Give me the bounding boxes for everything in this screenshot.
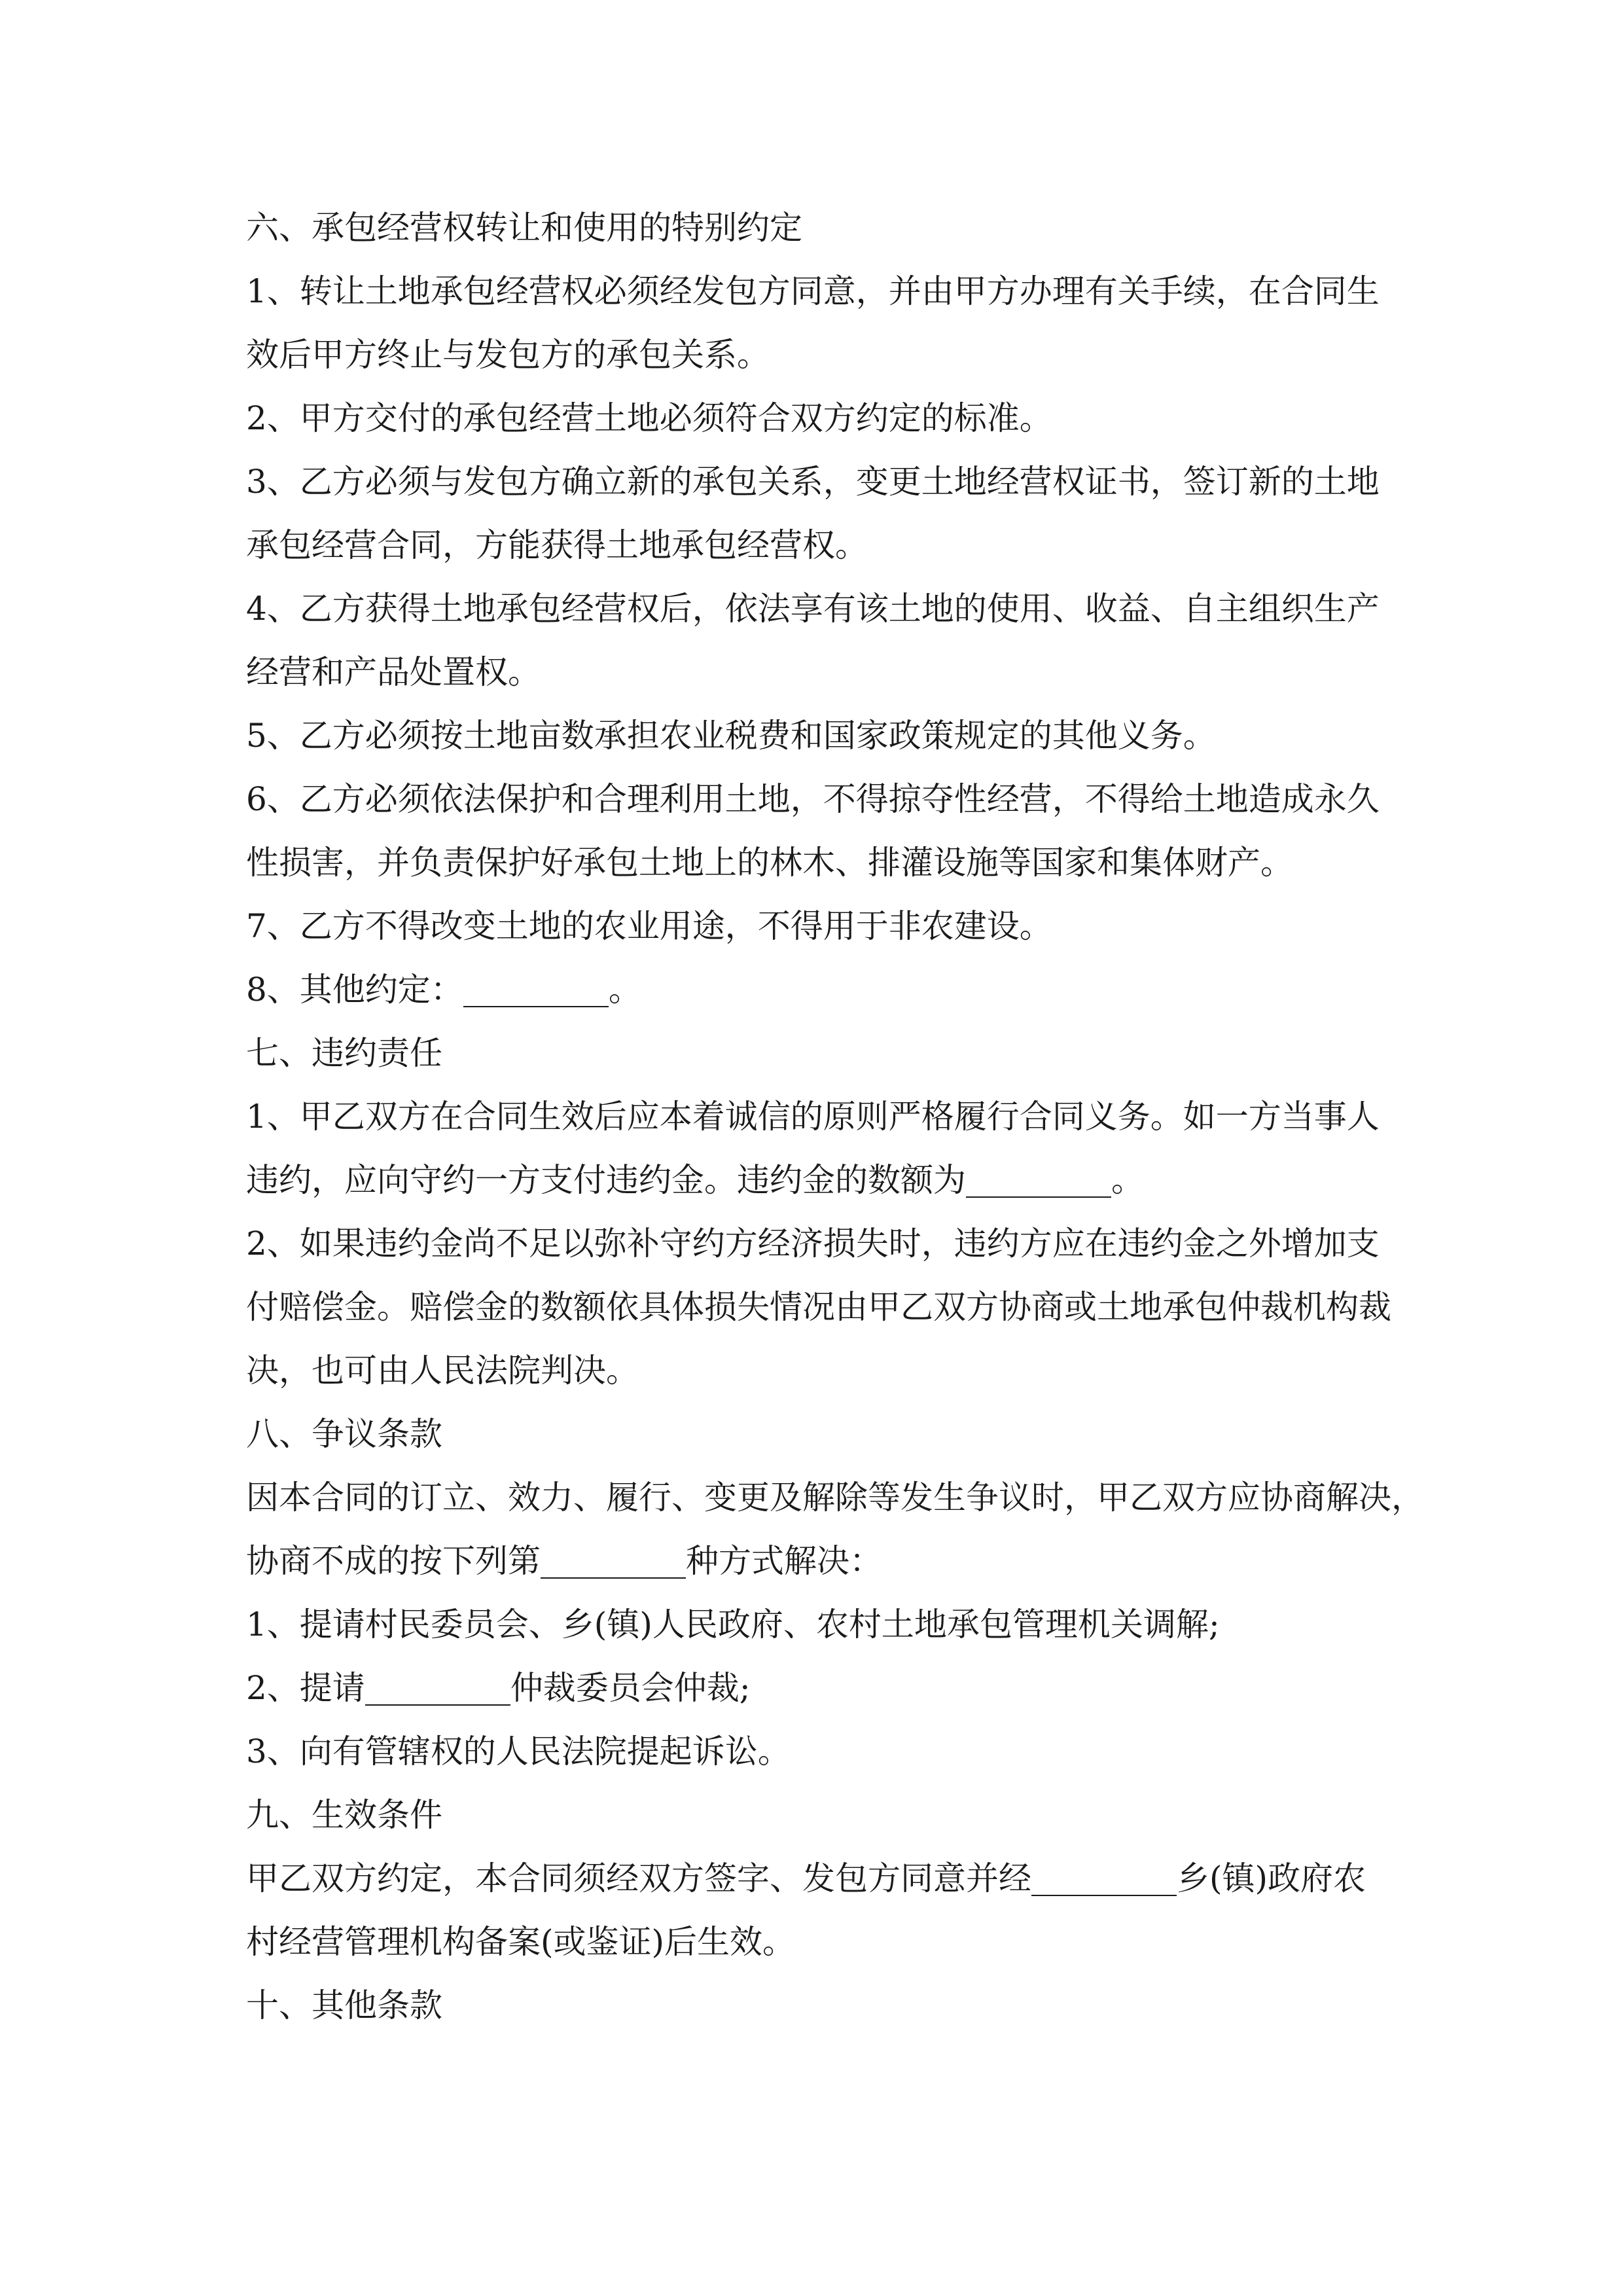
section-6-heading: 六、承包经营权转让和使用的特别约定 xyxy=(246,209,802,247)
section-7-item-1-line-1: 1、甲乙双方在合同生效后应本着诚信的原则严格履行合同义务。如一方当事人 xyxy=(246,1098,1380,1136)
effective-text-end: 乡(镇)政府农 xyxy=(1177,1859,1366,1897)
section-7-item-2-line-2: 付赔偿金。赔偿金的数额依具体损失情况由甲乙双方协商或土地承包仲裁机构裁 xyxy=(246,1288,1391,1326)
section-8-intro-line-2 xyxy=(246,1530,1398,1593)
section-6-item-2: 2、甲方交付的承包经营土地必须符合双方约定的标准。 xyxy=(246,399,1052,437)
section-7-heading: 七、违约责任 xyxy=(246,1034,442,1072)
arbitration-text: 2、提请 xyxy=(246,1669,365,1707)
section-6-item-1-line-2: 效后甲方终止与发包方的承包关系。 xyxy=(246,336,770,374)
section-8-item-3: 3、向有管辖权的人民法院提起诉讼。 xyxy=(246,1732,791,1770)
section-9-text-line-1 xyxy=(246,1847,1398,1910)
section-6-item-4-line-1: 4、乙方获得土地承包经营权后，依法享有该土地的使用、收益、自主组织生产 xyxy=(246,590,1380,628)
penalty-text: 违约，应向守约一方支付违约金。违约金的数额为 xyxy=(246,1161,966,1199)
section-8-item-2 xyxy=(246,1657,1398,1720)
section-9-text-line-2: 村经营管理机构备案(或鉴证)后生效。 xyxy=(246,1923,796,1961)
section-6-item-5: 5、乙方必须按土地亩数承担农业税费和国家政策规定的其他义务。 xyxy=(246,717,1216,755)
other-agreement-blank[interactable] xyxy=(463,968,609,1007)
contract-body xyxy=(246,196,1424,2037)
section-6-item-6-line-1: 6、乙方必须依法保护和合理利用土地，不得掠夺性经营，不得给土地造成永久 xyxy=(246,780,1380,818)
section-6-item-4-line-2: 经营和产品处置权。 xyxy=(246,653,541,691)
section-6-item-3-line-2: 承包经营合同，方能获得土地承包经营权。 xyxy=(246,526,868,564)
dispute-method-end: 种方式解决： xyxy=(686,1542,882,1580)
arbitration-committee-blank[interactable] xyxy=(365,1666,510,1706)
dispute-method-text: 协商不成的按下列第 xyxy=(246,1542,541,1580)
section-7-item-2-line-1: 2、如果违约金尚不足以弥补守约方经济损失时，违约方应在违约金之外增加支 xyxy=(246,1225,1380,1263)
section-10-heading: 十、其他条款 xyxy=(246,1986,442,2024)
township-blank[interactable] xyxy=(1031,1857,1177,1896)
penalty-end: 。 xyxy=(1111,1161,1144,1199)
effective-text: 甲乙双方约定，本合同须经双方签字、发包方同意并经 xyxy=(246,1859,1031,1897)
section-7-item-2-line-3: 决，也可由人民法院判决。 xyxy=(246,1352,639,1390)
section-6-item-1-line-1: 1、转让土地承包经营权必须经发包方同意，并由甲方办理有关手续，在合同生 xyxy=(246,272,1380,310)
section-6-item-3-line-1: 3、乙方必须与发包方确立新的承包关系，变更土地经营权证书，签订新的土地 xyxy=(246,463,1380,501)
section-9-heading: 九、生效条件 xyxy=(246,1796,442,1834)
arbitration-end: 仲裁委员会仲裁; xyxy=(510,1669,751,1707)
section-6-item-7: 7、乙方不得改变土地的农业用途，不得用于非农建设。 xyxy=(246,907,1052,945)
item-8-end: 。 xyxy=(608,971,641,1009)
section-6-item-6-line-2: 性损害，并负责保护好承包土地上的林木、排灌设施等国家和集体财产。 xyxy=(246,844,1293,882)
item-8-label: 8、其他约定： xyxy=(246,971,463,1009)
section-7-item-1-line-2 xyxy=(246,1149,1398,1212)
section-8-heading: 八、争议条款 xyxy=(246,1415,442,1453)
penalty-amount-blank[interactable] xyxy=(966,1158,1111,1198)
dispute-method-blank[interactable] xyxy=(541,1539,686,1579)
section-8-item-1: 1、提请村民委员会、乡(镇)人民政府、农村土地承包管理机关调解; xyxy=(246,1605,1220,1643)
section-6-item-8 xyxy=(246,958,1398,1022)
section-8-intro-line-1: 因本合同的订立、效力、履行、变更及解除等发生争议时，甲乙双方应协商解决， xyxy=(246,1479,1424,1516)
